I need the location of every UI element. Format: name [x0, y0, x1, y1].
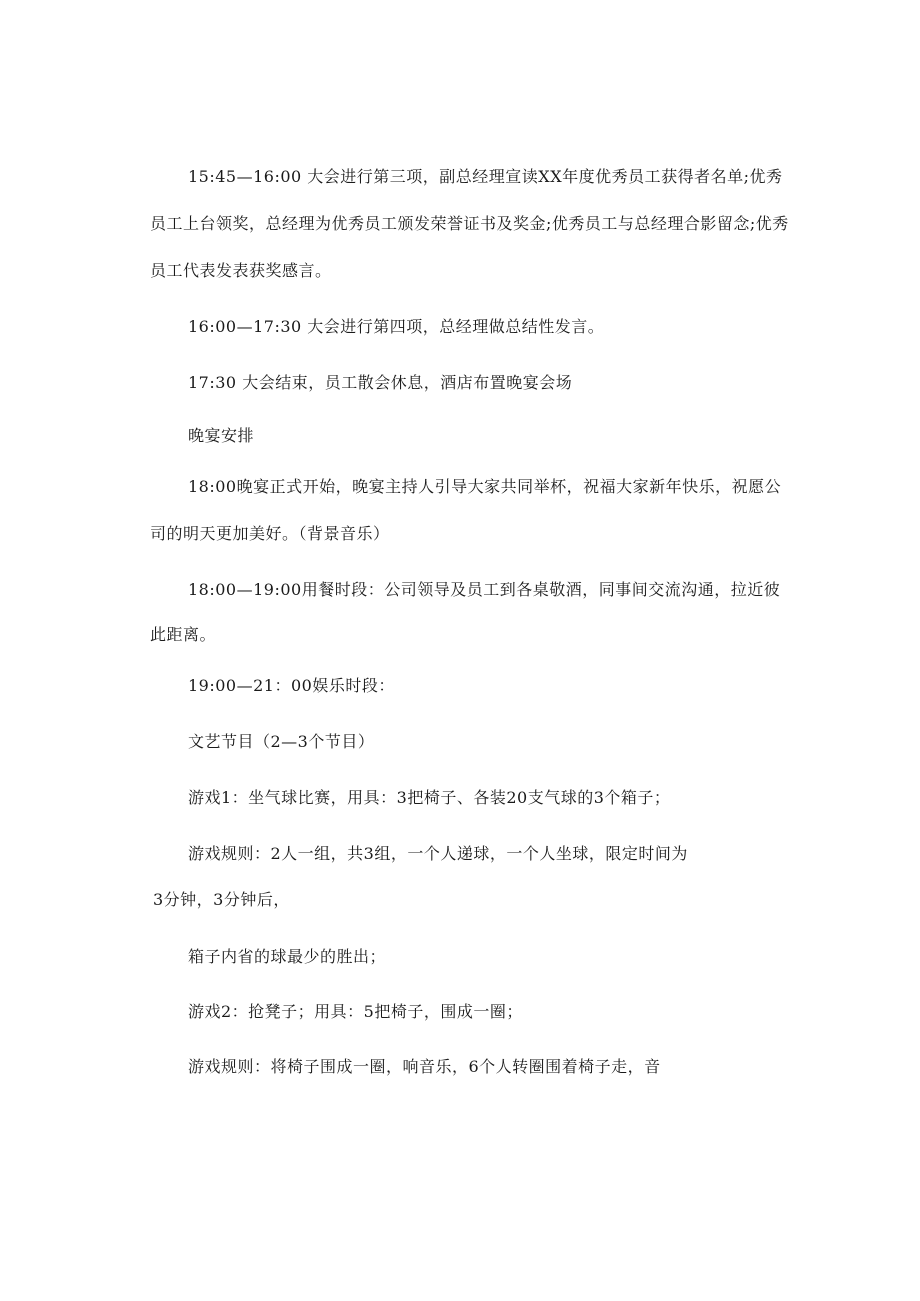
paragraph-13-line-1: 游戏规则：将椅子围成一圈，响音乐，6个人转圈围着椅子走，音: [188, 1057, 661, 1076]
paragraph-5-line-2: 司的明天更加美好。（背景音乐）: [150, 524, 390, 543]
paragraph-9-line-1: 游戏1：坐气球比赛，用具：3把椅子、各装20支气球的3个箱子；: [188, 788, 671, 807]
paragraph-1-line-1: 15:45—16:00 大会进行第三项，副总经理宣读XX年度优秀员工获得者名单;优秀: [188, 167, 783, 186]
paragraph-6-line-1: 18:00—19:00用餐时段：公司领导及员工到各桌敬酒，同事间交流沟通，拉近彼: [188, 580, 781, 599]
paragraph-1-line-3: 员工代表发表获奖感言。: [150, 261, 332, 280]
paragraph-10-line-2: 3分钟，3分钟后，: [153, 890, 290, 909]
paragraph-6-line-2: 此距离。: [150, 625, 217, 644]
paragraph-1-line-2: 员工上台领奖，总经理为优秀员工颁发荣誉证书及奖金;优秀员工与总经理合影留念;优秀: [150, 214, 789, 233]
section-heading-banquet: 晚宴安排: [188, 426, 255, 445]
paragraph-12-line-1: 游戏2：抢凳子；用具：5把椅子，围成一圈；: [188, 1002, 523, 1021]
paragraph-10-line-1: 游戏规则：2人一组，共3组，一个人递球，一个人坐球，限定时间为: [188, 844, 688, 863]
paragraph-2-line-1: 16:00—17:30 大会进行第四项，总经理做总结性发言。: [188, 317, 605, 336]
paragraph-3-line-1: 17:30 大会结束，员工散会休息，酒店布置晚宴会场: [188, 373, 573, 392]
paragraph-5-line-1: 18:00晚宴正式开始，晚宴主持人引导大家共同举杯，祝福大家新年快乐，祝愿公: [188, 477, 782, 496]
paragraph-7-line-1: 19:00—21：00娱乐时段：: [188, 676, 395, 695]
paragraph-8-line-1: 文艺节目（2—3个节目）: [188, 732, 375, 751]
paragraph-11-line-1: 箱子内省的球最少的胜出；: [188, 947, 387, 966]
